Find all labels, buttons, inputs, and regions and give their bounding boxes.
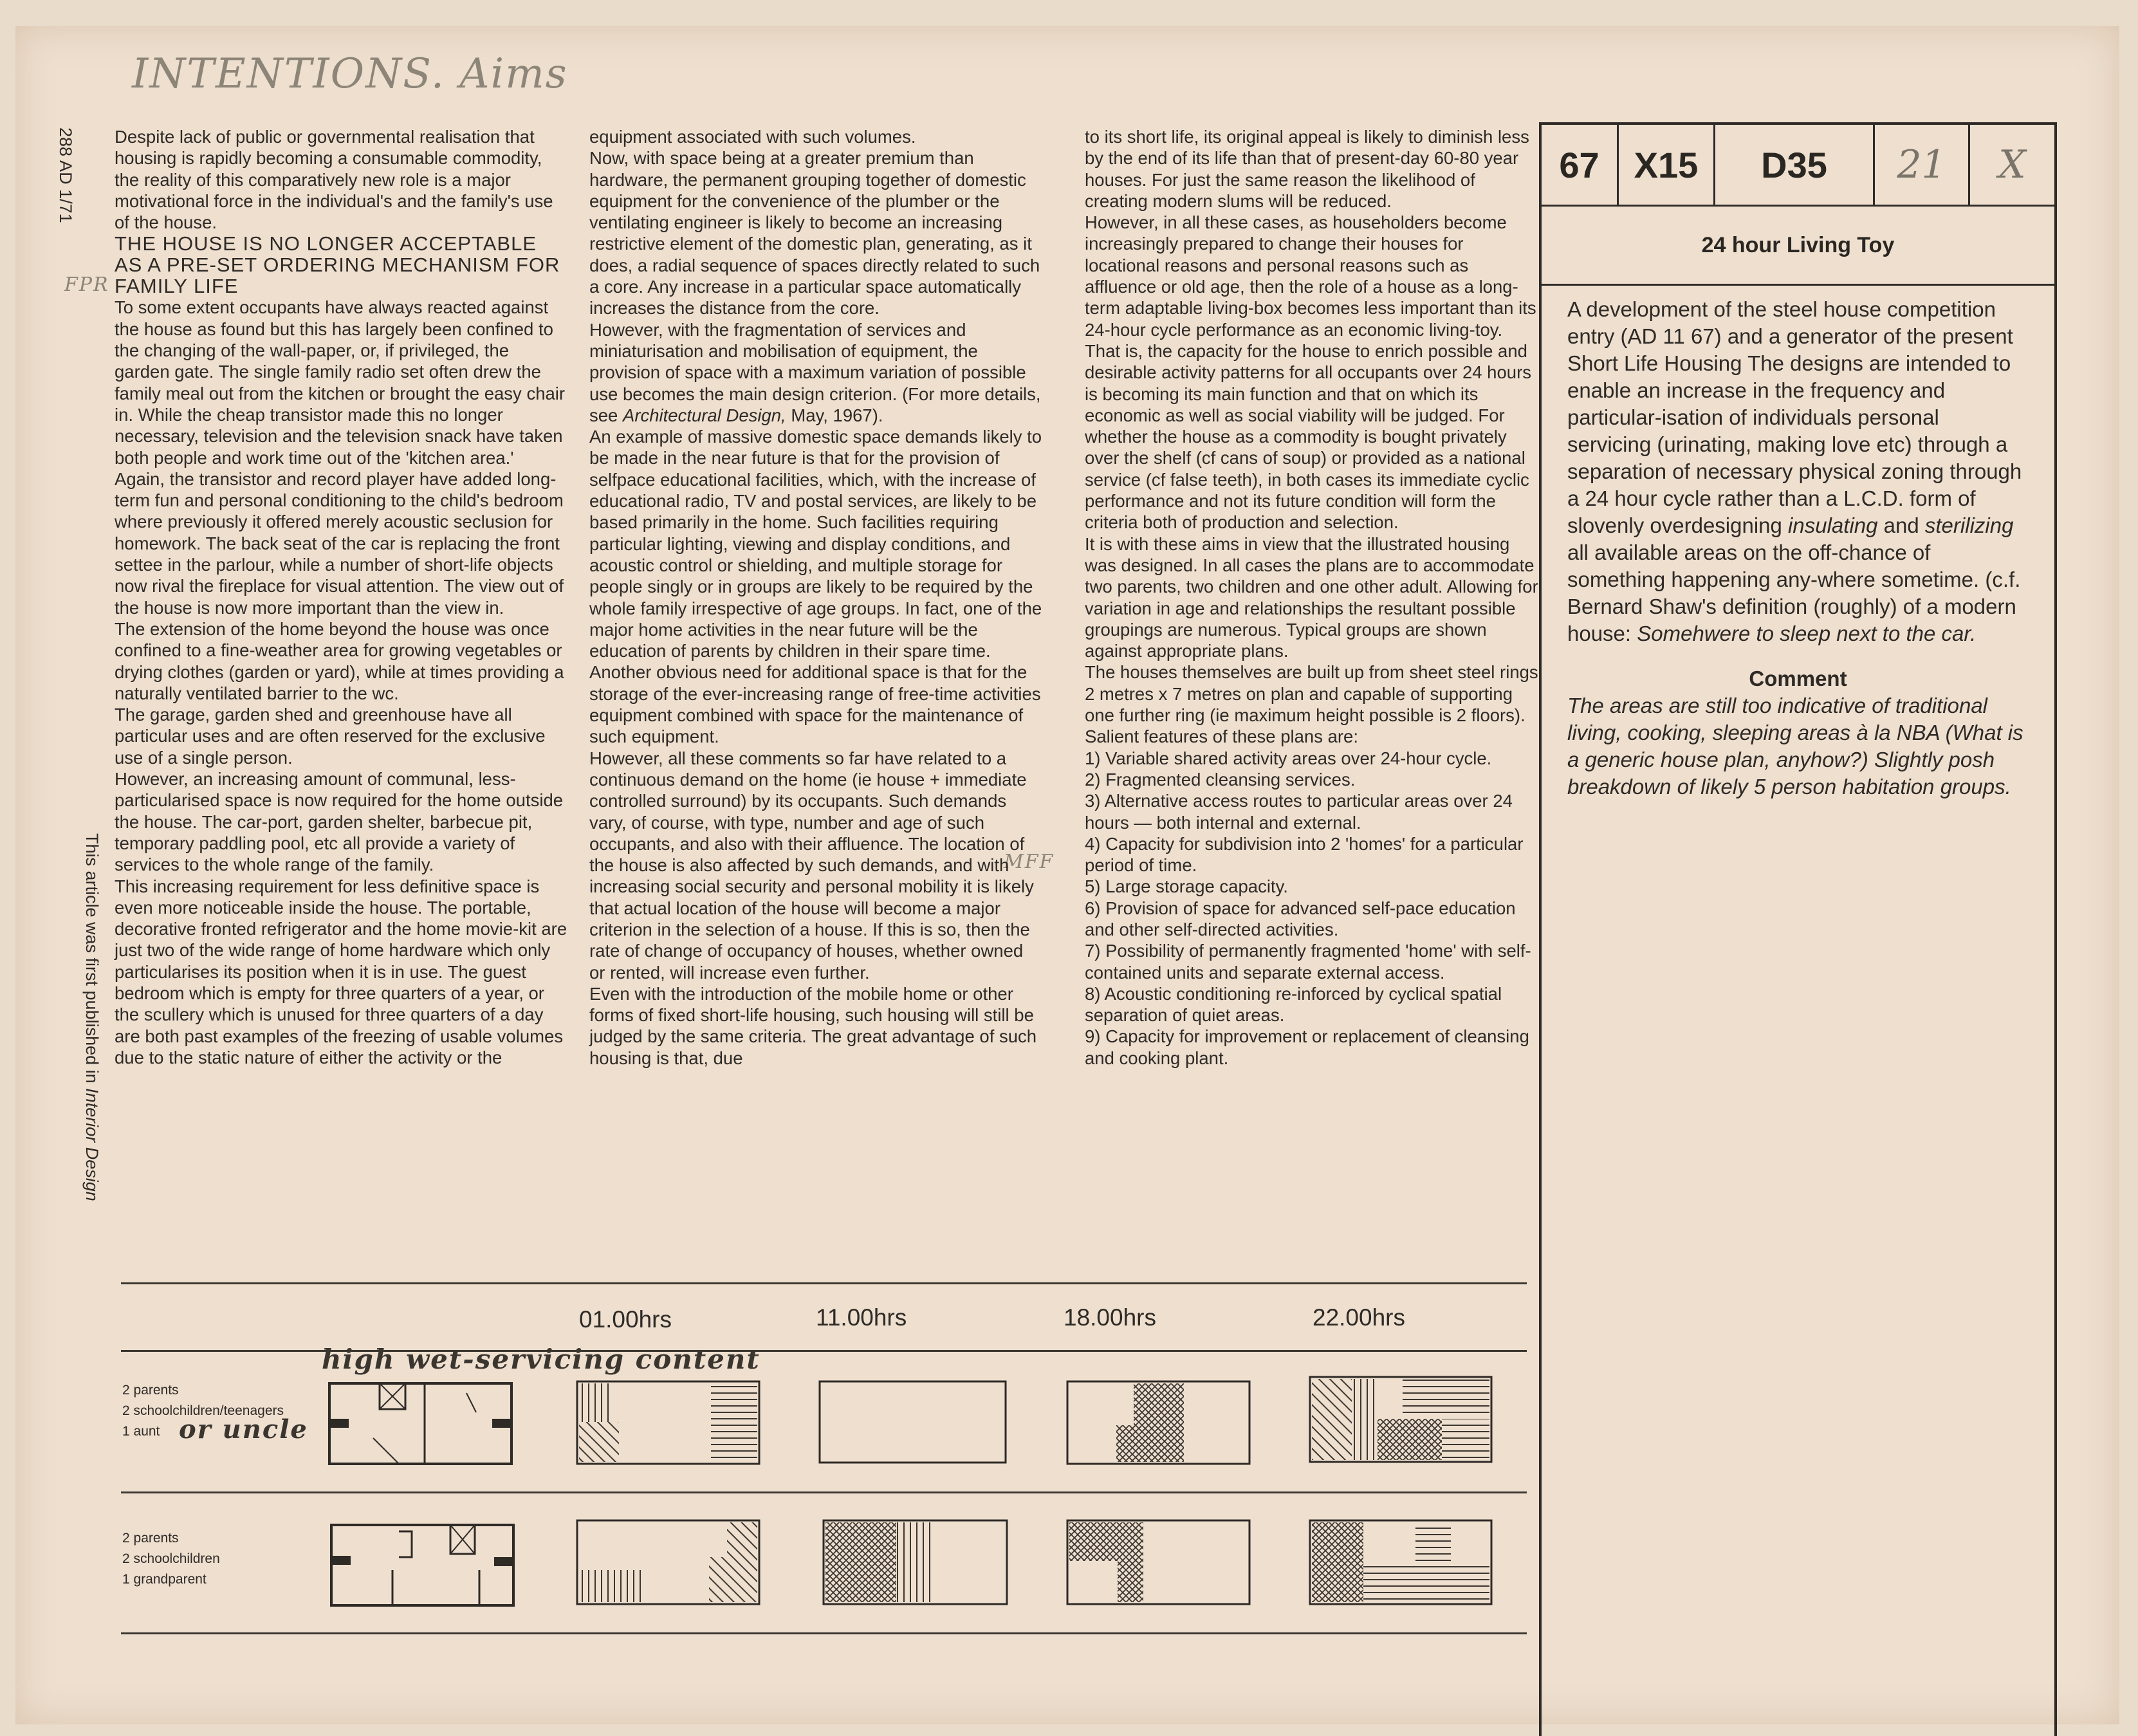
comment-text: The areas are still too indicative of traditional living, cooking, sleeping areas à la NBA (What is a generic house plan, anyhow?) Slightly posh breakdown of likely 5 person habitation groups. (1567, 694, 2023, 799)
paragraph: Salient features of these plans are: (1085, 726, 1358, 747)
occupant: 1 grandparent (122, 1572, 207, 1587)
feature-item: 8) Acoustic conditioning re-inforced by cyclical spatial separation of quiet areas. (1085, 983, 1502, 1026)
card-code-row (1542, 125, 2054, 207)
intro-paragraph: Despite lack of public or governmental realisation that housing is rapidly becoming a consumable commodity, the reality of this comparatively new role is a major motivational force in the individual's and the family's use of the house. (115, 127, 553, 233)
catalogue-card (1539, 122, 2057, 1736)
text-run: and (1883, 513, 1919, 537)
paragraph: Now, with space being at a greater premium than hardware, the permanent grouping together of domestic equipment for the convenience of the plumber or the ventilating engineer is likely to become an increasing restrictive element of the domestic plan, generating, as it does, a radial sequence of spaces directly related to such a core. Any increase in a particular space automatically increases the distance from the core. (589, 148, 1040, 319)
paragraph: Another obvious need for additional space is that for the storage of the ever-increasing range of free-time activities equipment combined with space for the maintenance of such equipment. (589, 662, 1041, 747)
card-hand-mark: X (1998, 142, 2026, 187)
occupant: 1 aunt (122, 1424, 160, 1439)
paragraph: It is with these aims in view that the illustrated housing was designed. In all cases the plans are to accommodate two parents, two children and one other adult. Allowing for variation in age and relationships the resultant possible groupings are numerous. Typical groups are shown against appropriate plans. (1085, 533, 1538, 661)
divider-line (121, 1491, 1527, 1493)
card-code-d: D35 (1715, 125, 1875, 205)
article-column-1 (115, 126, 568, 1068)
feature-item: 2) Fragmented cleansing services. (1085, 769, 1356, 790)
paragraph: To some extent occupants have always reacted against the house as found but this has largely been confined to the changing of the wall-paper, or, if privileged, the garden gate. The single family radio set often drew the family meal out from the kitchen or brought the easy chair in. While the cheap transistor made this no longer necessary, television and the television snack have taken both people and work time out of the 'kitchen area.' (115, 297, 566, 468)
paragraph: However, in all these cases, as householders become increasingly prepared to change their houses for locational reasons and personal reasons such as affluence or old age, then the role of a house as a long-term adaptable living-box becomes less important than its 24-hour cycle performance as an economic living-toy. That is, the capacity for the house to enrich possible and desirable activity patterns for all occupants over 24 hours is becoming its main function and that on which its economic as well as social viability will be judged. For whether the house as a commodity is bought privately over the shelf (cf cans of soup) or provided as a national service (cf false teeth), in both cases its immediate cyclic performance and not its future condition will form the criteria both of production and selection. (1085, 212, 1536, 533)
card-hand-number: 21 (1875, 125, 1970, 205)
margin-mff-note: MFF (1004, 851, 1055, 873)
occupant: 2 schoolchildren/teenagers (122, 1403, 284, 1418)
feature-item: 7) Possibility of permanently fragmented 'home' with self-contained units and separate external access. (1085, 941, 1531, 983)
paragraph: This increasing requirement for less definitive space is even more noticeable inside the house. The portable, decorative fronted refrigerator and the home movie-kit are just two of the wide range of home hardware which only particularises its position when it is in use. The guest bedroom which is empty for three quarters of a year, or the scullery which is unused for three quarters of a day are both past examples of the freezing of usable volumes due to the static nature of either the activity or the (115, 876, 567, 1067)
occupant-group-2 (122, 1528, 220, 1590)
paragraph: The houses themselves are built up from sheet steel rings 2 metres x 7 metres on plan and capable of supporting one further ring (ie maximum height possible is 2 floors). (1085, 662, 1538, 726)
publication-name: Interior Design (82, 1088, 102, 1201)
feature-item: 3) Alternative access routes to particular areas over 24 hours — both internal and external. (1085, 791, 1513, 833)
journal-title: Architectural Design, (622, 405, 786, 425)
first-published-note (82, 833, 102, 1201)
feature-item: 6) Provision of space for advanced self-pace education and other self-directed activities. (1085, 898, 1516, 939)
article-column-2 (589, 126, 1043, 1069)
card-title: 24 hour Living Toy (1542, 207, 2054, 286)
paragraph: The extension of the home beyond the house was once confined to a fine-weather area for growing vegetables or drying clothes (garden or yard), while at times providing a naturally ventilated barrier to the wc. (115, 618, 564, 703)
time-label: 01.00hrs (579, 1306, 672, 1333)
card-description (1567, 296, 2029, 647)
feature-item: 1) Variable shared activity areas over 24-hour cycle. (1085, 748, 1492, 768)
feature-item: 4) Capacity for subdivision into 2 'homes' for a particular period of time. (1085, 833, 1524, 876)
divider-line (121, 1632, 1527, 1634)
paragraph: The garage, garden shed and greenhouse have all particular uses and are often reserved for the exclusive use of a single person. (115, 705, 546, 768)
margin-ffr-note: FPR (64, 273, 109, 296)
paragraph: Again, the transistor and record player have added long-term fun and personal conditioning to the child's bedroom where previously it offered merely acoustic seclusion for homework. The back seat of the car is replacing the front settee in the parlour, while a number of short-life objects now rival the fireplace for visual attention. The view out of the house is now more important than the view in. (115, 468, 564, 618)
paragraph: equipment associated with such volumes. (589, 127, 916, 147)
card-code-year: 67 (1542, 125, 1619, 205)
paragraph: to its short life, its original appeal is likely to diminish less by the end of its life than that of present-day 60-80 year houses. For just the same reason the likelihood of creating modern slums will be reduced. (1085, 127, 1529, 211)
time-label: 22.00hrs (1313, 1304, 1405, 1331)
first-published-text: This article was first published in (82, 833, 102, 1084)
paragraph: However, an increasing amount of communal, less-particularised space is now required for the home outside the house. The car-port, garden shelter, barbecue pit, temporary paddling pool, etc all provide a variety of services to the whole range of the family. (115, 769, 564, 875)
text-run: A development of the steel house competition entry (AD 11 67) and a generator of the present Short Life Housing The designs are intended to enable an increase in the frequency and particular-isation of individuals personal servicing (urinating, making love etc) through a separation of necessary physical zoning through a 24 hour cycle rather than a L.C.D. form of slovenly overdesigning (1567, 297, 2022, 537)
text-run: However, with the fragmentation of services and miniaturisation and mobilisation of equipment, the provision of space with a maximum variation of possible use becomes the main design criterion. (For more details, see (589, 319, 1041, 425)
divider-line (121, 1282, 1527, 1284)
card-code-x: X15 (1619, 125, 1715, 205)
time-label: 18.00hrs (1064, 1304, 1156, 1331)
section-heading: THE HOUSE IS NO LONGER ACCEPTABLE AS A PRE-SET ORDERING MECHANISM FOR FAMILY LIFE (115, 232, 560, 298)
time-label: 11.00hrs (816, 1304, 907, 1331)
card-body (1542, 286, 2054, 800)
uncle-note: or uncle (179, 1414, 308, 1445)
article-column-3 (1085, 126, 1538, 1069)
comment-heading: Comment (1749, 667, 1847, 690)
text-run: May, 1967). (791, 405, 883, 425)
quote: Somehwere to sleep next to the car. (1637, 622, 1977, 645)
wet-servicing-note: high wet-servicing content (322, 1344, 760, 1375)
paragraph: Even with the introduction of the mobile home or other forms of fixed short-life housing, such housing will still be judged by the same criteria. The great advantage of such housing is that, due (589, 983, 1037, 1068)
paragraph: However, all these comments so far have related to a continuous demand on the home (ie house + immediate controlled surround) by its occupants. Such demands vary, of course, with type, number and age of such occupants, and also with their affluence. The location of the house is also affected by such demands, and with increasing social security and personal mobility it is likely that actual location of the house will become a major criterion in the selection of a house. If this is so, then the rate of change of occupancy of houses, whether owned or rented, will increase even further. (589, 748, 1034, 983)
features-list (1085, 748, 1538, 1069)
occupant: 2 parents (122, 1383, 179, 1398)
text-run-italic: sterilizing (1924, 513, 2014, 537)
margin-heading-note: INTENTIONS. Aims (132, 50, 568, 98)
occupant: 2 parents (122, 1531, 179, 1546)
feature-item: 9) Capacity for improvement or replacement of cleansing and cooking plant. (1085, 1026, 1529, 1068)
page-reference: 288 AD 1/71 (56, 127, 75, 223)
text-run-italic: insulating (1788, 513, 1878, 537)
paragraph: An example of massive domestic space demands likely to be made in the near future is that for the provision of selfpace educational facilities, which, with the increase of educational radio, TV and postal services, are likely to be based primarily in the home. Such facilities requiring particular lighting, viewing and display conditions, and acoustic control or shielding, and multiple storage for people singly or in groups are likely to be required by the whole family irrespective of age groups. In fact, one of the major home activities in the near future will be the education of parents by children in their spare time. (589, 427, 1042, 661)
feature-item: 5) Large storage capacity. (1085, 876, 1288, 897)
paragraph (589, 319, 1043, 426)
occupant: 2 schoolchildren (122, 1551, 220, 1566)
text-run: all available areas on the off-chance of something happening any-where sometime. (c.f. Bernard Shaw's definition (roughly) of a modern house: (1567, 540, 2021, 645)
